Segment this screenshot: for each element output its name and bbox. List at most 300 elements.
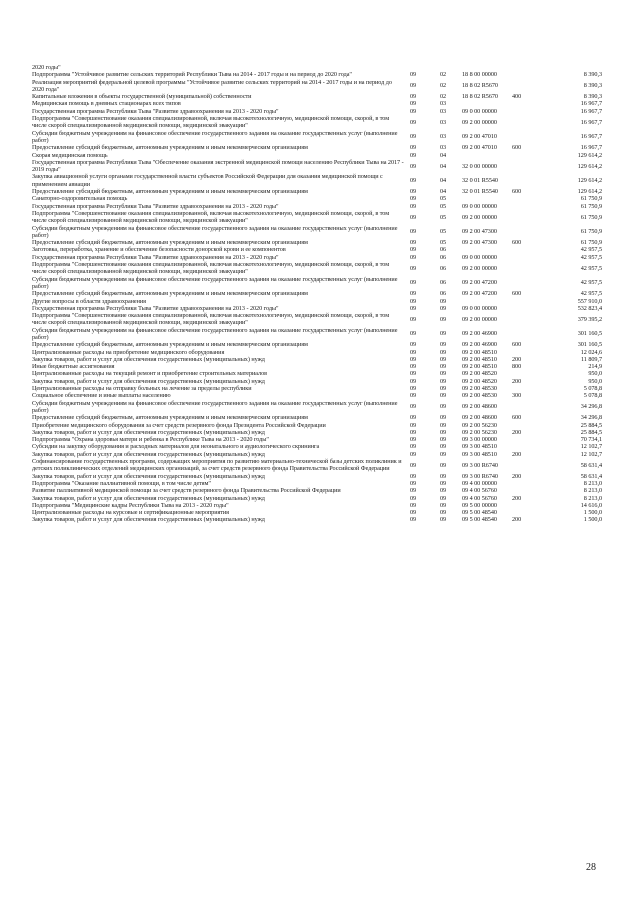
- table-row: [32, 276, 602, 291]
- row-name: Приобретение медицинского оборудования за счет средств резервного фонда Президента Российской Федерации: [32, 421, 326, 429]
- expense-type-code: 200: [512, 450, 522, 458]
- subsection-code: 09: [440, 392, 447, 400]
- table-row: [32, 93, 602, 100]
- subsection-code: 09: [440, 443, 447, 451]
- subsection-code: 06: [440, 279, 447, 287]
- target-article-code: 09 2 00 47200: [462, 290, 497, 298]
- target-article-code: 09 4 00 56760: [462, 494, 497, 502]
- expense-type-code: 600: [512, 239, 522, 247]
- subsection-code: 05: [440, 239, 447, 247]
- table-row: [32, 195, 602, 202]
- row-name: Субсидии бюджетным учреждениям на финансовое обеспечение государственного задания на оказание государственных услуг (выполнение работ): [32, 224, 398, 239]
- target-article-code: 09 0 00 00000: [462, 202, 497, 210]
- row-name: Предоставление субсидий бюджетным, автономным учреждениям и иным некоммерческим организациям: [32, 290, 308, 298]
- amount: 16 967,7: [580, 118, 602, 126]
- row-name: Централизованные расходы на отправку больных на лечение за пределы республики: [32, 385, 252, 393]
- subsection-code: 06: [440, 253, 447, 261]
- row-name: Санаторно-оздоровительная помощь: [32, 195, 128, 203]
- row-name: Развитие паллиативной медицинской помощи за счет средств резервного фонда Правительства Российской Федерации: [32, 487, 341, 495]
- section-code: 09: [410, 421, 417, 429]
- subsection-code: 03: [440, 100, 447, 108]
- amount: 61 750,9: [580, 202, 602, 210]
- table-row: [32, 152, 602, 159]
- target-article-code: 09 2 00 48510: [462, 348, 497, 356]
- subsection-code: 02: [440, 82, 447, 90]
- table-row: [32, 64, 602, 71]
- table-row: [32, 502, 602, 509]
- target-article-code: 09 2 00 48600: [462, 403, 497, 411]
- row-name: Субсидии бюджетным учреждениям на финансовое обеспечение государственного задания на оказание государственных услуг (выполнение работ): [32, 399, 398, 414]
- subsection-code: 09: [440, 516, 447, 524]
- target-article-code: 09 3 00 R6740: [462, 472, 498, 480]
- target-article-code: 18 8 02 R5670: [462, 82, 498, 90]
- section-code: 09: [410, 479, 417, 487]
- subsection-code: 09: [440, 509, 447, 517]
- section-code: 09: [410, 195, 417, 203]
- target-article-code: 09 2 00 47300: [462, 228, 497, 236]
- target-article-code: 32 0 00 00000: [462, 162, 497, 170]
- row-name: Закупка товаров, работ и услуг для обеспечения государственных (муниципальных) нужд: [32, 494, 265, 502]
- amount: 61 750,9: [580, 195, 602, 203]
- amount: 58 631,4: [580, 472, 602, 480]
- amount: 25 884,5: [580, 428, 602, 436]
- table-row: [32, 254, 602, 261]
- section-code: 09: [410, 162, 417, 170]
- expense-type-code: 600: [512, 341, 522, 349]
- subsection-code: 09: [440, 304, 447, 312]
- target-article-code: 09 4 00 56760: [462, 487, 497, 495]
- row-name: Субсидии на закупку оборудования и расходных материалов для неонатального и аудиологического скрининга: [32, 443, 320, 451]
- table-row: [32, 225, 602, 240]
- target-article-code: 09 2 00 48520: [462, 377, 497, 385]
- row-name: Софинансирование государственных программ, содержащих мероприятия по развитию материально-технической базы детских поликлиник и детских поликлинических отделений медицинских организаций, за счет средств резервного фонда Правительства Российской Федерации: [32, 458, 402, 473]
- amount: 129 614,2: [577, 188, 602, 196]
- expense-type-code: 200: [512, 494, 522, 502]
- subsection-code: 06: [440, 290, 447, 298]
- amount: 1 500,0: [583, 509, 602, 517]
- section-code: 09: [410, 385, 417, 393]
- section-code: 09: [410, 348, 417, 356]
- table-row: [32, 115, 602, 130]
- target-article-code: 09 2 00 00000: [462, 264, 497, 272]
- subsection-code: 09: [440, 436, 447, 444]
- row-name: Субсидии бюджетным учреждениям на финансовое обеспечение государственного задания на оказание государственных услуг (выполнение работ): [32, 275, 398, 290]
- subsection-code: 09: [440, 487, 447, 495]
- section-code: 09: [410, 341, 417, 349]
- row-name: Закупка товаров, работ и услуг для обеспечения государственных (муниципальных) нужд: [32, 450, 265, 458]
- subsection-code: 09: [440, 363, 447, 371]
- subsection-code: 09: [440, 501, 447, 509]
- table-row: [32, 363, 602, 370]
- expense-type-code: 200: [512, 377, 522, 385]
- subsection-code: 09: [440, 348, 447, 356]
- section-code: 09: [410, 279, 417, 287]
- table-row: [32, 188, 602, 195]
- amount: 58 631,4: [580, 461, 602, 469]
- target-article-code: 09 5 00 48540: [462, 509, 497, 517]
- table-row: [32, 290, 602, 297]
- row-name: Реализация мероприятий федеральной целевой программы "Устойчивое развитие сельских территорий на 2014 - 2017 годы и на период до 2020 года": [32, 78, 392, 93]
- amount: 16 967,7: [580, 107, 602, 115]
- amount: 129 614,2: [577, 177, 602, 185]
- subsection-code: 04: [440, 177, 447, 185]
- amount: 301 160,5: [577, 341, 602, 349]
- amount: 42 957,5: [580, 253, 602, 261]
- expense-type-code: 400: [512, 93, 522, 101]
- amount: 8 390,3: [583, 93, 602, 101]
- amount: 16 967,7: [580, 133, 602, 141]
- table-row: [32, 71, 602, 78]
- section-code: 09: [410, 355, 417, 363]
- amount: 42 957,5: [580, 264, 602, 272]
- target-article-code: 09 2 00 00000: [462, 213, 497, 221]
- section-code: 09: [410, 202, 417, 210]
- table-row: [32, 144, 602, 151]
- row-name: Социальное обеспечение и иные выплаты населению: [32, 392, 171, 400]
- amount: 557 910,0: [577, 297, 602, 305]
- row-name: Предоставление субсидий бюджетным, автономным учреждениям и иным некоммерческим организациям: [32, 144, 308, 152]
- row-name: Государственная программа Республики Тыва "Развитие здравоохранения на 2013 - 2020 годы": [32, 107, 279, 115]
- expense-type-code: 300: [512, 392, 522, 400]
- subsection-code: 05: [440, 195, 447, 203]
- table-row: [32, 516, 602, 523]
- row-name: Другие вопросы в области здравоохранения: [32, 297, 146, 305]
- page-number: 28: [586, 862, 596, 873]
- table-row: [32, 173, 602, 188]
- row-name: Предоставление субсидий бюджетным, автономным учреждениям и иным некоммерческим организациям: [32, 414, 308, 422]
- subsection-code: 09: [440, 479, 447, 487]
- section-code: 09: [410, 370, 417, 378]
- amount: 129 614,2: [577, 151, 602, 159]
- table-row: [32, 239, 602, 246]
- target-article-code: 09 2 00 56230: [462, 428, 497, 436]
- table-row: [32, 159, 602, 174]
- subsection-code: 04: [440, 162, 447, 170]
- target-article-code: 09 2 00 48600: [462, 414, 497, 422]
- row-name: Предоставление субсидий бюджетным, автономным учреждениям и иным некоммерческим организациям: [32, 239, 308, 247]
- table-row: [32, 79, 602, 94]
- section-code: 09: [410, 228, 417, 236]
- amount: 5 078,8: [583, 392, 602, 400]
- row-name: Подпрограмма "Оказание паллиативной помощи, в том числе детям": [32, 479, 211, 487]
- subsection-code: 09: [440, 472, 447, 480]
- section-code: 09: [410, 501, 417, 509]
- section-code: 09: [410, 100, 417, 108]
- section-code: 09: [410, 363, 417, 371]
- subsection-code: 03: [440, 144, 447, 152]
- subsection-code: 02: [440, 93, 447, 101]
- section-code: 09: [410, 177, 417, 185]
- table-row: [32, 210, 602, 225]
- table-row: [32, 261, 602, 276]
- table-row: [32, 356, 602, 363]
- target-article-code: 09 4 00 00000: [462, 479, 497, 487]
- table-row: [32, 341, 602, 348]
- subsection-code: 09: [440, 450, 447, 458]
- row-name: Скорая медицинская помощь: [32, 151, 108, 159]
- target-article-code: 09 3 00 00000: [462, 436, 497, 444]
- section-code: 09: [410, 253, 417, 261]
- amount: 5 078,8: [583, 385, 602, 393]
- subsection-code: 09: [440, 315, 447, 323]
- row-name: Капитальные вложения в объекты государственной (муниципальной) собственности: [32, 93, 252, 101]
- table-row: [32, 436, 602, 443]
- target-article-code: 09 3 00 48510: [462, 443, 497, 451]
- target-article-code: 09 5 00 48540: [462, 516, 497, 524]
- table-row: [32, 509, 602, 516]
- amount: 12 102,7: [580, 450, 602, 458]
- expense-type-code: 600: [512, 144, 522, 152]
- row-name: Государственная программа Республики Тыва "Развитие здравоохранения на 2013 - 2020 годы": [32, 253, 279, 261]
- subsection-code: 02: [440, 71, 447, 79]
- section-code: 09: [410, 450, 417, 458]
- row-name: Медицинская помощь в дневных стационарах всех типов: [32, 100, 181, 108]
- expense-type-code: 200: [512, 428, 522, 436]
- target-article-code: 09 0 00 00000: [462, 107, 497, 115]
- expense-type-code: 200: [512, 472, 522, 480]
- amount: 950,0: [588, 377, 602, 385]
- subsection-code: 09: [440, 428, 447, 436]
- section-code: 09: [410, 297, 417, 305]
- subsection-code: 09: [440, 461, 447, 469]
- table-row: [32, 473, 602, 480]
- section-code: 09: [410, 290, 417, 298]
- table-row: [32, 495, 602, 502]
- target-article-code: 09 2 00 47010: [462, 144, 497, 152]
- amount: 16 967,7: [580, 100, 602, 108]
- section-code: 09: [410, 516, 417, 524]
- target-article-code: 09 2 00 48530: [462, 385, 497, 393]
- section-code: 09: [410, 151, 417, 159]
- target-article-code: 09 2 00 48510: [462, 363, 497, 371]
- row-name: Субсидии бюджетным учреждениям на финансовое обеспечение государственного задания на оказание государственных услуг (выполнение работ): [32, 129, 398, 144]
- amount: 61 750,9: [580, 228, 602, 236]
- row-name: Подпрограмма "Устойчивое развитие сельских территорий Республики Тыва на 2014 - 2017 годы и на период до 2020 года": [32, 71, 352, 79]
- amount: 8 213,0: [583, 487, 602, 495]
- target-article-code: 32 0 01 R5540: [462, 177, 498, 185]
- subsection-code: 09: [440, 377, 447, 385]
- row-name: Подпрограмма "Совершенствование оказания специализированной, включая высокотехнологичную, медицинской помощи, скорой, в том числе скорой специализированной медицинской помощи, медицинской эвакуации": [32, 312, 390, 327]
- table-row: [32, 422, 602, 429]
- section-code: 09: [410, 494, 417, 502]
- expense-type-code: 800: [512, 363, 522, 371]
- amount: 950,0: [588, 370, 602, 378]
- table-row: [32, 400, 602, 415]
- table-row: [32, 108, 602, 115]
- amount: 34 296,8: [580, 414, 602, 422]
- target-article-code: 09 2 00 46900: [462, 341, 497, 349]
- amount: 8 213,0: [583, 494, 602, 502]
- row-name: Государственная программа Республики Тыва "Обеспечение оказания экстренной медицинской помощи населению Республики Тыва на 2017 - 2019 годы": [32, 158, 404, 174]
- table-row: [32, 414, 602, 421]
- section-code: 09: [410, 71, 417, 79]
- expense-type-code: 600: [512, 414, 522, 422]
- section-code: 09: [410, 304, 417, 312]
- target-article-code: 09 0 00 00000: [462, 253, 497, 261]
- table-row: [32, 370, 602, 377]
- subsection-code: 04: [440, 188, 447, 196]
- section-code: 09: [410, 213, 417, 221]
- subsection-code: 09: [440, 370, 447, 378]
- target-article-code: 32 0 01 R5540: [462, 188, 498, 196]
- section-code: 09: [410, 436, 417, 444]
- table-row: [32, 443, 602, 450]
- subsection-code: 03: [440, 118, 447, 126]
- table-row: [32, 327, 602, 342]
- section-code: 09: [410, 509, 417, 517]
- row-name: Централизованные расходы на приобретение медицинского оборудования: [32, 348, 225, 356]
- amount: 42 957,5: [580, 290, 602, 298]
- row-name: Закупка товаров, работ и услуг для обеспечения государственных (муниципальных) нужд: [32, 355, 265, 363]
- section-code: 09: [410, 377, 417, 385]
- subsection-code: 04: [440, 151, 447, 159]
- row-name: Закупка товаров, работ и услуг для обеспечения государственных (муниципальных) нужд: [32, 472, 265, 480]
- target-article-code: 09 2 00 00000: [462, 118, 497, 126]
- amount: 301 160,5: [577, 330, 602, 338]
- row-name: Подпрограмма "Медицинские кадры Республики Тыва на 2013 - 2020 годы": [32, 501, 229, 509]
- target-article-code: 09 2 00 46900: [462, 330, 497, 338]
- amount: 8 390,3: [583, 71, 602, 79]
- amount: 12 024,6: [580, 348, 602, 356]
- target-article-code: 18 8 02 R5670: [462, 93, 498, 101]
- table-row: [32, 246, 602, 253]
- expense-type-code: 200: [512, 516, 522, 524]
- section-code: 09: [410, 392, 417, 400]
- target-article-code: 09 2 00 56230: [462, 421, 497, 429]
- expense-type-code: 600: [512, 188, 522, 196]
- table-row: [32, 305, 602, 312]
- amount: 61 750,9: [580, 213, 602, 221]
- section-code: 09: [410, 264, 417, 272]
- expense-type-code: 200: [512, 355, 522, 363]
- row-name: 2020 годы": [32, 64, 61, 71]
- subsection-code: 09: [440, 341, 447, 349]
- section-code: 09: [410, 472, 417, 480]
- target-article-code: 09 5 00 00000: [462, 501, 497, 509]
- subsection-code: 09: [440, 494, 447, 502]
- budget-table: [32, 64, 602, 524]
- amount: 42 957,5: [580, 246, 602, 254]
- amount: 11 809,7: [580, 355, 602, 363]
- row-name: Предоставление субсидий бюджетным, автономным учреждениям и иным некоммерческим организациям: [32, 341, 308, 349]
- row-name: Иные бюджетные ассигнования: [32, 363, 115, 371]
- table-row: [32, 378, 602, 385]
- subsection-code: 09: [440, 355, 447, 363]
- row-name: Закупка товаров, работ и услуг для обеспечения государственных (муниципальных) нужд: [32, 428, 265, 436]
- subsection-code: 03: [440, 133, 447, 141]
- section-code: 09: [410, 428, 417, 436]
- subsection-code: 09: [440, 330, 447, 338]
- amount: 70 734,1: [580, 436, 602, 444]
- subsection-code: 09: [440, 403, 447, 411]
- subsection-code: 09: [440, 385, 447, 393]
- target-article-code: 09 0 00 00000: [462, 304, 497, 312]
- table-row: [32, 100, 602, 107]
- table-row: [32, 385, 602, 392]
- amount: 129 614,2: [577, 162, 602, 170]
- subsection-code: 09: [440, 421, 447, 429]
- section-code: 09: [410, 239, 417, 247]
- table-row: [32, 451, 602, 458]
- amount: 61 750,9: [580, 239, 602, 247]
- row-name: Закупка авиационной услуги органами государственной власти субъектов Российской Федерации для оказания медицинской помощи с применением авиации: [32, 173, 383, 188]
- section-code: 09: [410, 188, 417, 196]
- row-name: Заготовка, переработка, хранение и обеспечение безопасности донорской крови и ее компонентов: [32, 246, 286, 254]
- section-code: 09: [410, 403, 417, 411]
- section-code: 09: [410, 414, 417, 422]
- section-code: 09: [410, 443, 417, 451]
- table-row: [32, 458, 602, 473]
- target-article-code: 09 3 00 R6740: [462, 461, 498, 469]
- section-code: 09: [410, 315, 417, 323]
- target-article-code: 18 8 00 00000: [462, 71, 497, 79]
- row-name: Централизованные расходы на текущий ремонт и приобретение строительных материалов: [32, 370, 267, 378]
- amount: 379 395,2: [577, 315, 602, 323]
- section-code: 09: [410, 133, 417, 141]
- target-article-code: 09 2 00 47200: [462, 279, 497, 287]
- section-code: 09: [410, 118, 417, 126]
- target-article-code: 09 3 00 48510: [462, 450, 497, 458]
- amount: 1 500,0: [583, 516, 602, 524]
- section-code: 09: [410, 330, 417, 338]
- amount: 8 213,0: [583, 479, 602, 487]
- row-name: Закупка товаров, работ и услуг для обеспечения государственных (муниципальных) нужд: [32, 516, 265, 524]
- subsection-code: 05: [440, 202, 447, 210]
- expense-type-code: 600: [512, 290, 522, 298]
- row-name: Подпрограмма "Совершенствование оказания специализированной, включая высокотехнологичную, медицинской помощи, скорой, в том числе скорой специализированной медицинской помощи, медицинской эвакуации": [32, 261, 390, 276]
- table-row: [32, 130, 602, 145]
- table-row: [32, 298, 602, 305]
- subsection-code: 06: [440, 264, 447, 272]
- section-code: 09: [410, 144, 417, 152]
- row-name: Субсидии бюджетным учреждениям на финансовое обеспечение государственного задания на оказание государственных услуг (выполнение работ): [32, 326, 398, 341]
- row-name: Предоставление субсидий бюджетным, автономным учреждениям и иным некоммерческим организациям: [32, 188, 308, 196]
- table-row: [32, 349, 602, 356]
- target-article-code: 09 2 00 48520: [462, 370, 497, 378]
- section-code: 09: [410, 107, 417, 115]
- section-code: 09: [410, 461, 417, 469]
- target-article-code: 09 2 00 00000: [462, 315, 497, 323]
- amount: 34 296,8: [580, 403, 602, 411]
- section-code: 09: [410, 93, 417, 101]
- subsection-code: 09: [440, 414, 447, 422]
- amount: 214,9: [588, 363, 602, 371]
- amount: 25 884,5: [580, 421, 602, 429]
- section-code: 09: [410, 82, 417, 90]
- table-row: [32, 429, 602, 436]
- amount: 12 102,7: [580, 443, 602, 451]
- row-name: Закупка товаров, работ и услуг для обеспечения государственных (муниципальных) нужд: [32, 377, 265, 385]
- amount: 42 957,5: [580, 279, 602, 287]
- row-name: Государственная программа Республики Тыва "Развитие здравоохранения на 2013 - 2020 годы": [32, 304, 279, 312]
- amount: 16 967,7: [580, 144, 602, 152]
- subsection-code: 05: [440, 213, 447, 221]
- table-row: [32, 392, 602, 399]
- row-name: Подпрограмма "Совершенствование оказания специализированной, включая высокотехнологичную, медицинской помощи, скорой, в том числе скорой специализированной медицинской помощи, медицинской эвакуации": [32, 115, 390, 130]
- row-name: Государственная программа Республики Тыва "Развитие здравоохранения на 2013 - 2020 годы": [32, 202, 279, 210]
- amount: 8 390,3: [583, 82, 602, 90]
- amount: 532 823,4: [577, 304, 602, 312]
- table-row: [32, 480, 602, 487]
- subsection-code: 09: [440, 297, 447, 305]
- amount: 14 616,0: [580, 501, 602, 509]
- target-article-code: 09 2 00 47010: [462, 133, 497, 141]
- table-row: [32, 312, 602, 327]
- subsection-code: 05: [440, 228, 447, 236]
- table-row: [32, 203, 602, 210]
- row-name: Подпрограмма "Совершенствование оказания специализированной, включая высокотехнологичную, медицинской помощи, скорой, в том числе скорой специализированной медицинской помощи, медицинской эвакуации": [32, 209, 390, 225]
- section-code: 09: [410, 487, 417, 495]
